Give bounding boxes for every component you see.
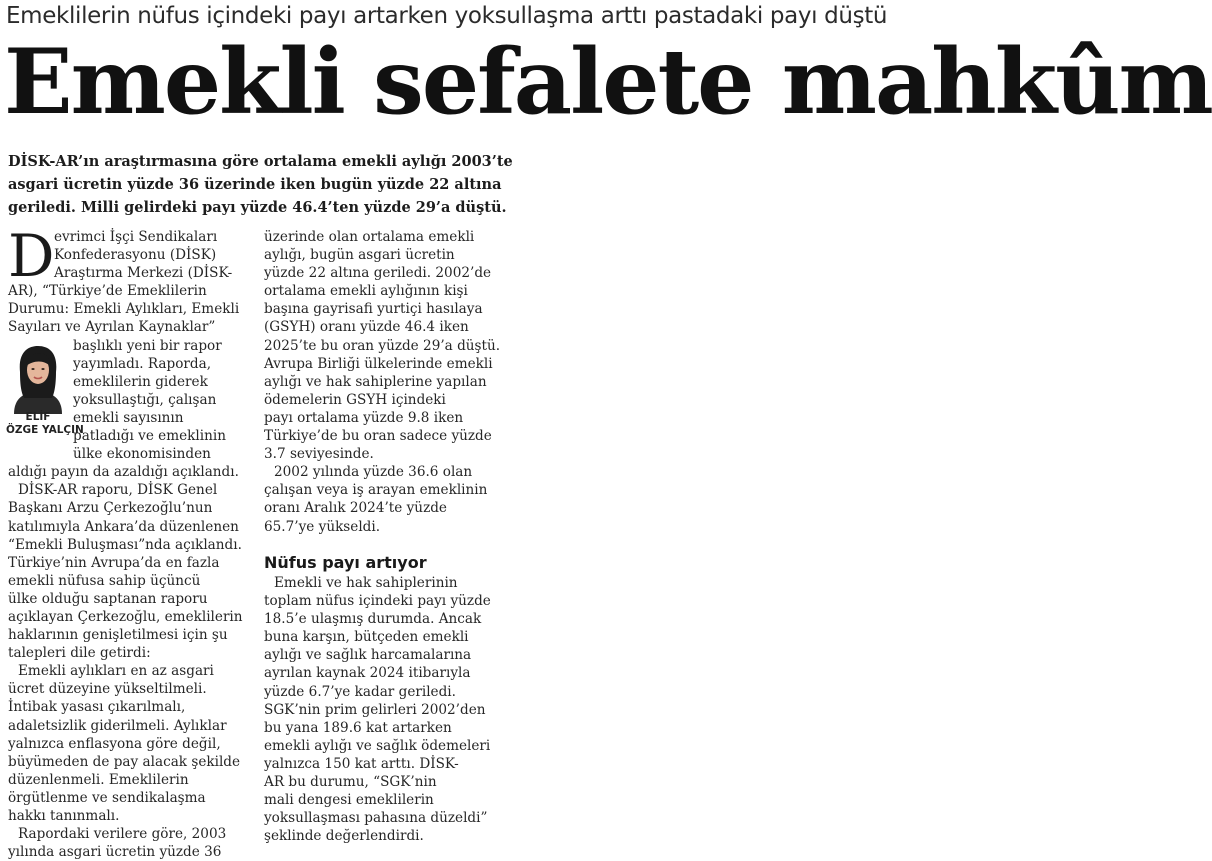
body-line: yalnızca enflasyona göre değil, xyxy=(8,735,221,752)
body-line: emekli sayısının xyxy=(73,409,184,426)
body-line: 2002 yılında yüzde 36.6 olan xyxy=(274,464,473,481)
body-line: adaletsizlik giderilmeli. Aylıklar xyxy=(8,717,227,734)
body-line: AR), “Türkiye’de Emeklilerin xyxy=(8,283,207,300)
body-line: bu yana 189.6 kat artarken xyxy=(264,719,452,736)
deck-line: DİSK-AR’ın araştırmasına göre ortalama emekli aylığı 2003’te xyxy=(8,153,513,170)
body-line: yılında asgari ücretin yüzde 36 xyxy=(8,844,222,861)
body-line: İntibak yasası çıkarılmalı, xyxy=(8,699,186,716)
body-line: 3.7 seviyesinde. xyxy=(264,446,374,463)
body-line: Rapordaki verilere göre, 2003 xyxy=(18,826,227,843)
body-line: ülke ekonomisinden xyxy=(73,446,211,463)
body-line: evrimci İşçi Sendikaları xyxy=(54,229,218,245)
body-line: 2025’te bu oran yüzde 29’a düştü. xyxy=(264,337,501,354)
body-line: üzerinde olan ortalama emekli xyxy=(264,229,475,245)
body-line: açıklayan Çerkezoğlu, emeklilerin xyxy=(8,608,243,625)
body-line: ödemelerin GSYH içindeki xyxy=(264,391,446,408)
body-line: büyümeden de pay alacak şekilde xyxy=(8,753,241,770)
body-line: Avrupa Birliği ülkelerinde emekli xyxy=(264,355,493,372)
body-line: aylığı, bugün asgari ücretin xyxy=(264,247,455,264)
body-line: “Emekli Buluşması”nda açıklandı. xyxy=(8,536,242,553)
body-line: Konfederasyonu (DİSK) xyxy=(54,247,217,264)
body-line: yalnızca 150 kat arttı. DİSK- xyxy=(264,755,459,772)
body-line: emekli nüfusa sahip üçüncü xyxy=(8,572,201,589)
body-line: oranı Aralık 2024’te yüzde xyxy=(264,500,447,517)
body-line: Emekli ve hak sahiplerinin xyxy=(274,575,458,591)
deck-line: asgari ücretin yüzde 36 üzerinde iken bugün yüzde 22 altına xyxy=(8,176,502,193)
body-line: SGK’nin prim gelirleri 2002’den xyxy=(264,701,486,718)
body-line: yoksullaşması pahasına düzeldi” xyxy=(264,810,488,827)
body-line: katılımıyla Ankara’da düzenlenen xyxy=(8,518,239,535)
headline: Emekli sefalete mahkûm xyxy=(4,29,1212,135)
body-line: 65.7’ye yükseldi. xyxy=(264,518,381,535)
body-line: (GSYH) oranı yüzde 46.4 iken xyxy=(264,319,469,336)
body-line: 18.5’e ulaşmış durumda. Ancak xyxy=(264,611,482,628)
body-line: mali dengesi emeklilerin xyxy=(264,792,434,809)
body-line: buna karşın, bütçeden emekli xyxy=(264,629,469,646)
body-line: aldığı payın da azaldığı açıklandı. xyxy=(8,464,239,481)
body-line: patladığı ve emeklinin xyxy=(73,428,226,445)
body-line: örgütlenme ve sendikalaşma xyxy=(8,789,206,806)
body-line: Araştırma Merkezi (DİSK- xyxy=(54,265,233,282)
body-line: yüzde 22 altına geriledi. 2002’de xyxy=(264,265,492,282)
body-line: yoksullaştığı, çalışan xyxy=(73,391,217,408)
body-line: yüzde 6.7’ye kadar geriledi. xyxy=(264,683,456,700)
body-line: Türkiye’nin Avrupa’da en fazla xyxy=(8,554,220,571)
column-left xyxy=(8,222,254,861)
body-line: Durumu: Emekli Aylıkları, Emekli xyxy=(8,301,240,318)
column-right xyxy=(264,228,514,536)
body-line: DİSK-AR raporu, DİSK Genel xyxy=(18,482,218,499)
body-line: hakkı tanınmalı. xyxy=(8,808,120,824)
body-line: talepleri dile getirdi: xyxy=(8,645,151,662)
supertitle: Emeklilerin nüfus içindeki payı artarken yoksullaşma arttı pastadaki payı düştü xyxy=(6,3,888,29)
body-line: payı ortalama yüzde 9.8 iken xyxy=(264,409,464,426)
section-subhead: Nüfus payı artıyor xyxy=(264,553,427,572)
deck xyxy=(8,150,513,219)
body-line: yayımladı. Raporda, xyxy=(73,355,212,372)
body-line: ücret düzeyine yükseltilmeli. xyxy=(8,681,207,698)
body-line: aylığı ve hak sahiplerine yapılan xyxy=(264,373,487,390)
deck-line: geriledi. Milli gelirdeki payı yüzde 46.4’ten yüzde 29’a düştü. xyxy=(8,199,507,216)
author-first-name: ELİF xyxy=(25,411,51,423)
author-last-name: ÖZGE YALÇIN xyxy=(6,424,84,436)
body-line: Sayıları ve Ayrılan Kaynaklar” xyxy=(8,319,216,336)
body-line: Türkiye’de bu oran sadece yüzde xyxy=(264,428,492,445)
body-line: toplam nüfus içindeki payı yüzde xyxy=(264,593,491,610)
body-line: ayrılan kaynak 2024 itibarıyla xyxy=(264,665,471,682)
drop-cap: D xyxy=(8,222,55,290)
body-line: haklarının genişletilmesi için şu xyxy=(8,627,228,644)
body-line: emekli aylığı ve sağlık ödemeleri xyxy=(264,737,491,754)
body-line: şeklinde değerlendirdi. xyxy=(264,828,424,845)
body-line: emeklilerin giderek xyxy=(73,373,208,390)
body-line: düzenlenmeli. Emeklilerin xyxy=(8,771,189,788)
body-line: ortalama emekli aylığının kişi xyxy=(264,283,468,300)
body-line: ülke olduğu saptanan raporu xyxy=(8,590,208,607)
body-line: Başkanı Arzu Çerkezoğlu’nun xyxy=(8,500,213,517)
body-line: aylığı ve sağlık harcamalarına xyxy=(264,647,472,664)
body-line: Emekli aylıkları en az asgari xyxy=(18,663,214,680)
body-line: başlıklı yeni bir rapor xyxy=(73,337,222,354)
column-right-section xyxy=(264,574,514,845)
body-line: AR bu durumu, “SGK’nin xyxy=(264,774,437,791)
body-line: çalışan veya iş arayan emeklinin xyxy=(264,482,488,499)
body-line: başına gayrisafi yurtiçi hasılaya xyxy=(264,301,483,318)
